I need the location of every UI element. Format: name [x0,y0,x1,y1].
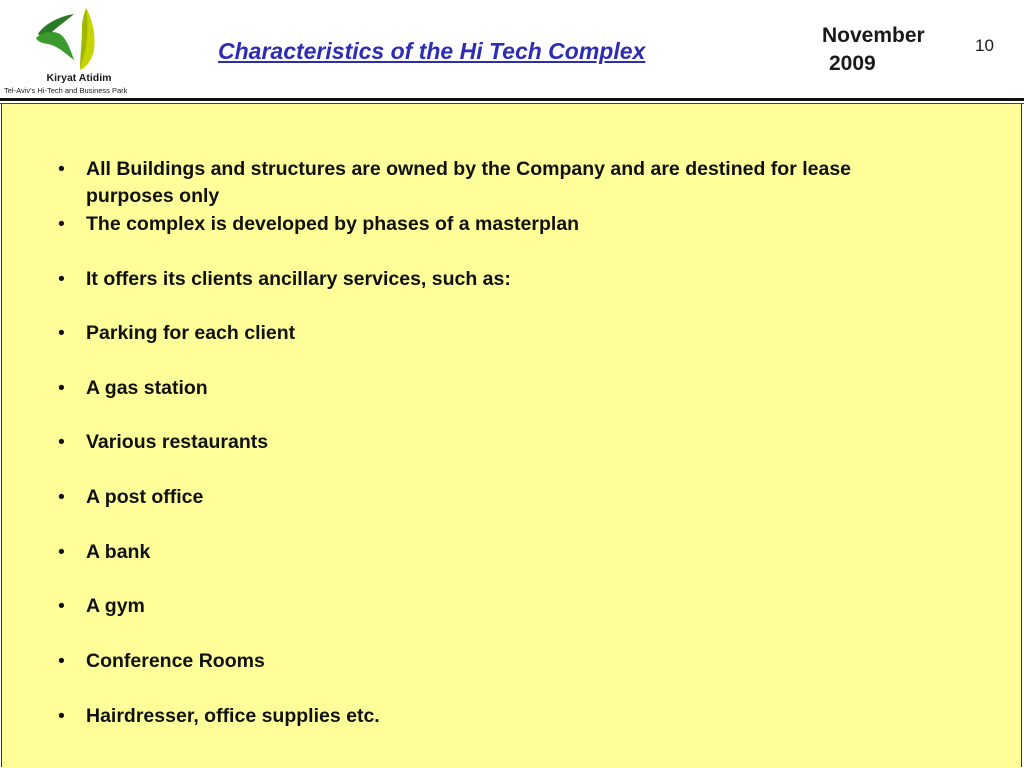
list-item [58,320,938,347]
date-year: 2009 [829,52,876,75]
bullet-icon: • [58,595,65,617]
bullet-text: Hairdresser, office supplies etc. [86,705,380,727]
bullet-text: Parking for each client [86,322,296,344]
header-divider-thick [0,98,1024,101]
list-item [58,648,938,675]
bullet-icon: • [58,541,65,563]
bullet-text: Conference Rooms [86,650,265,672]
content-panel [1,104,1022,767]
slide-header [0,0,1024,100]
bullet-icon: • [58,650,65,672]
logo-mark-icon [30,4,106,72]
bullet-icon: • [58,213,65,235]
company-logo [4,2,154,98]
page-number: 10 [975,36,994,55]
list-item [58,703,938,730]
date-month: November [822,24,925,47]
bullet-text: It offers its clients ancillary services, such as: [86,268,511,290]
list-item [58,266,938,293]
bullet-text: The complex is developed by phases of a masterplan [86,213,580,235]
bullet-icon: • [58,431,65,453]
bullet-icon: • [58,705,65,727]
bullet-text: A gas station [86,377,208,399]
bullet-icon: • [58,486,65,508]
bullet-icon: • [58,158,65,180]
list-item [58,484,938,511]
bullet-icon: • [58,377,65,399]
bullet-icon: • [58,268,65,290]
bullet-text: A bank [86,541,151,563]
slide-title: Characteristics of the Hi Tech Complex [218,38,646,64]
slide-date [822,22,925,78]
bullet-icon: • [58,322,65,344]
bullet-text: A post office [86,486,204,508]
logo-name: Kiryat Atidim [46,72,112,84]
list-item [58,429,938,456]
list-item [58,539,938,566]
list-item [58,156,938,210]
logo-tagline: Tel-Aviv's Hi-Tech and Business Park [4,86,128,95]
list-item [58,375,938,402]
list-item [58,593,938,620]
list-item [58,211,938,238]
bullet-text: All Buildings and structures are owned by the Company and are destined for lease purposes only [86,158,852,207]
bullet-text: Various restaurants [86,431,269,453]
bullet-text: A gym [86,595,145,617]
